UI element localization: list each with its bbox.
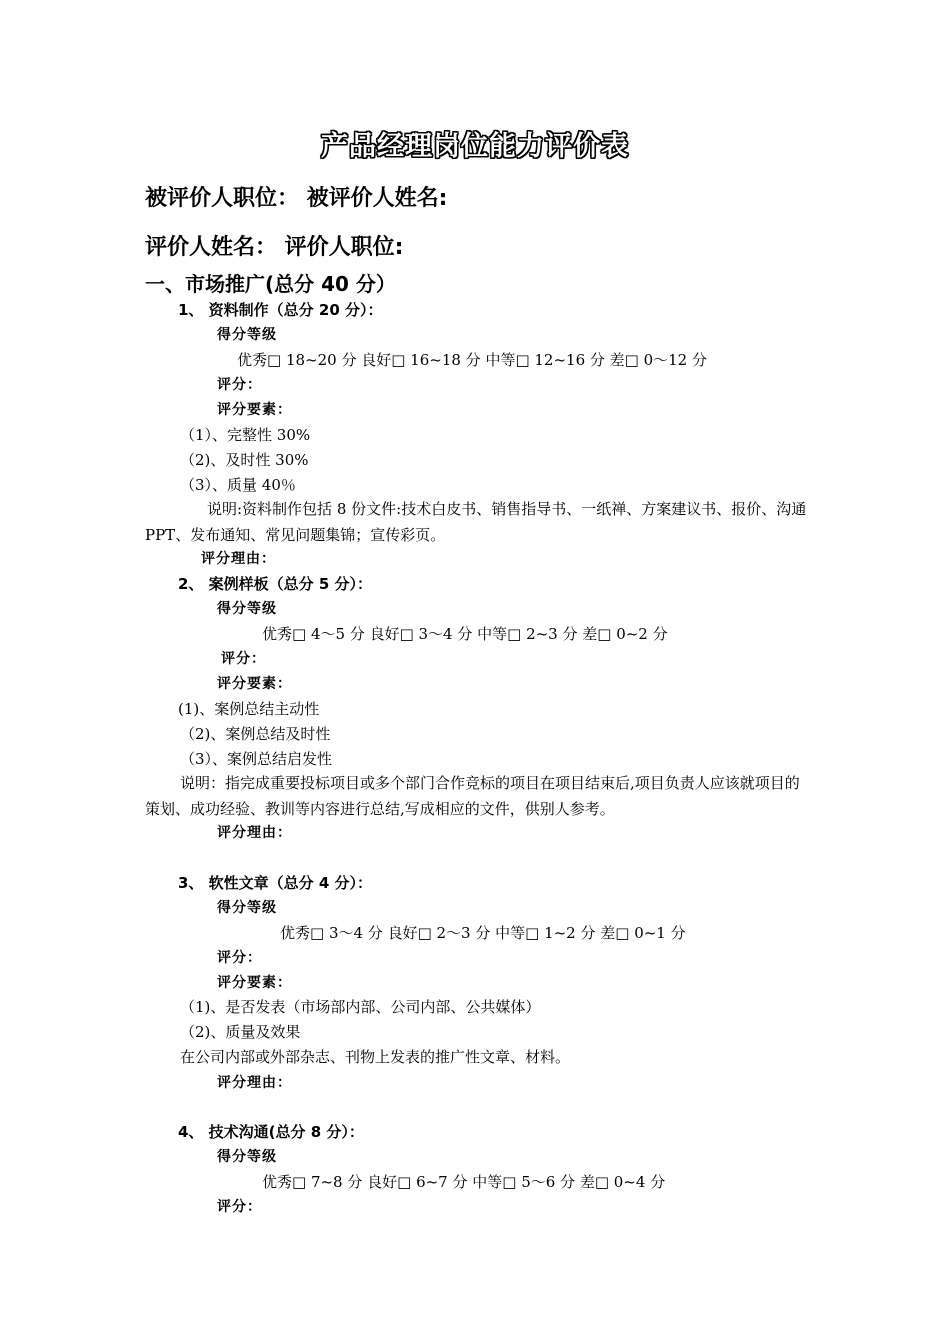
factor-item: （1）、完整性 30% — [180, 426, 311, 444]
item-heading: 4、 技术沟通(总分 8 分）： — [178, 1123, 364, 1141]
factors-label: 评分要素： — [217, 975, 292, 991]
factor-item: （2)、及时性 30% — [180, 451, 309, 469]
reason-label: 评分理由： — [217, 825, 292, 841]
grade-label: 得分等级 — [217, 601, 277, 617]
section-heading-market-promotion: 一、市场推广(总分 40 分） — [145, 272, 396, 296]
evaluator-info-line: 评价人姓名： 评价人职位: — [145, 235, 404, 260]
grade-label: 得分等级 — [217, 1149, 277, 1165]
factor-item: （2)、案例总结及时性 — [180, 725, 331, 743]
factor-item: （3）、案例总结启发性 — [180, 750, 333, 768]
score-label: 评分： — [217, 1199, 262, 1215]
factors-label: 评分要素： — [217, 676, 292, 692]
score-label: 评分： — [217, 950, 262, 966]
note-paragraph: 在公司内部或外部杂志、刊物上发表的推广性文章、材料。 — [180, 1048, 571, 1066]
grade-options: 优秀□ 4～5 分 良好□ 3～4 分 中等□ 2~3 分 差□ 0~2 分 — [262, 625, 668, 643]
reason-label: 评分理由： — [201, 551, 276, 567]
item-heading: 2、 案例样板（总分 5 分）： — [178, 575, 373, 593]
factor-item: (1)、案例总结主动性 — [178, 700, 320, 718]
grade-label: 得分等级 — [217, 900, 277, 916]
factor-item: （1)、是否发表（市场部内部、公司内部、公共媒体） — [180, 998, 541, 1016]
note-paragraph: 说明:资料制作包括 8 份文件:技术白皮书、销售指导书、一纸禅、方案建议书、报价、沟通 PPT、发布通知、常见问题集锦；宣传彩页。 — [145, 500, 807, 544]
grade-label: 得分等级 — [217, 327, 277, 343]
grade-options: 优秀□ 7~8 分 良好□ 6~7 分 中等□ 5～6 分 差□ 0~4 分 — [262, 1173, 666, 1191]
item-heading: 1、 资料制作（总分 20 分）： — [178, 301, 383, 319]
grade-options: 优秀□ 18~20 分 良好□ 16~18 分 中等□ 12~16 分 差□ 0～12 分 — [237, 351, 707, 369]
note-paragraph: 说明：指完成重要投标项目或多个部门合作竞标的项目在项目结束后,项目负责人应该就项目的策划、成功经验、教训等内容进行总结,写成相应的文件，供别人参考。 — [145, 774, 800, 818]
score-label: 评分： — [217, 377, 262, 393]
reason-label: 评分理由： — [217, 1075, 292, 1091]
factor-item: （2)、质量及效果 — [180, 1023, 301, 1041]
score-label: 评分： — [221, 651, 266, 667]
factor-item: （3）、质量 40％ — [180, 476, 296, 494]
document-title: 产品经理岗位能力评价表 — [321, 131, 629, 162]
grade-options: 优秀□ 3～4 分 良好□ 2～3 分 中等□ 1~2 分 差□ 0~1 分 — [280, 924, 686, 942]
factors-label: 评分要素： — [217, 402, 292, 418]
evaluatee-info-line: 被评价人职位： 被评价人姓名: — [145, 186, 448, 211]
item-heading: 3、 软性文章（总分 4 分）： — [178, 874, 373, 892]
